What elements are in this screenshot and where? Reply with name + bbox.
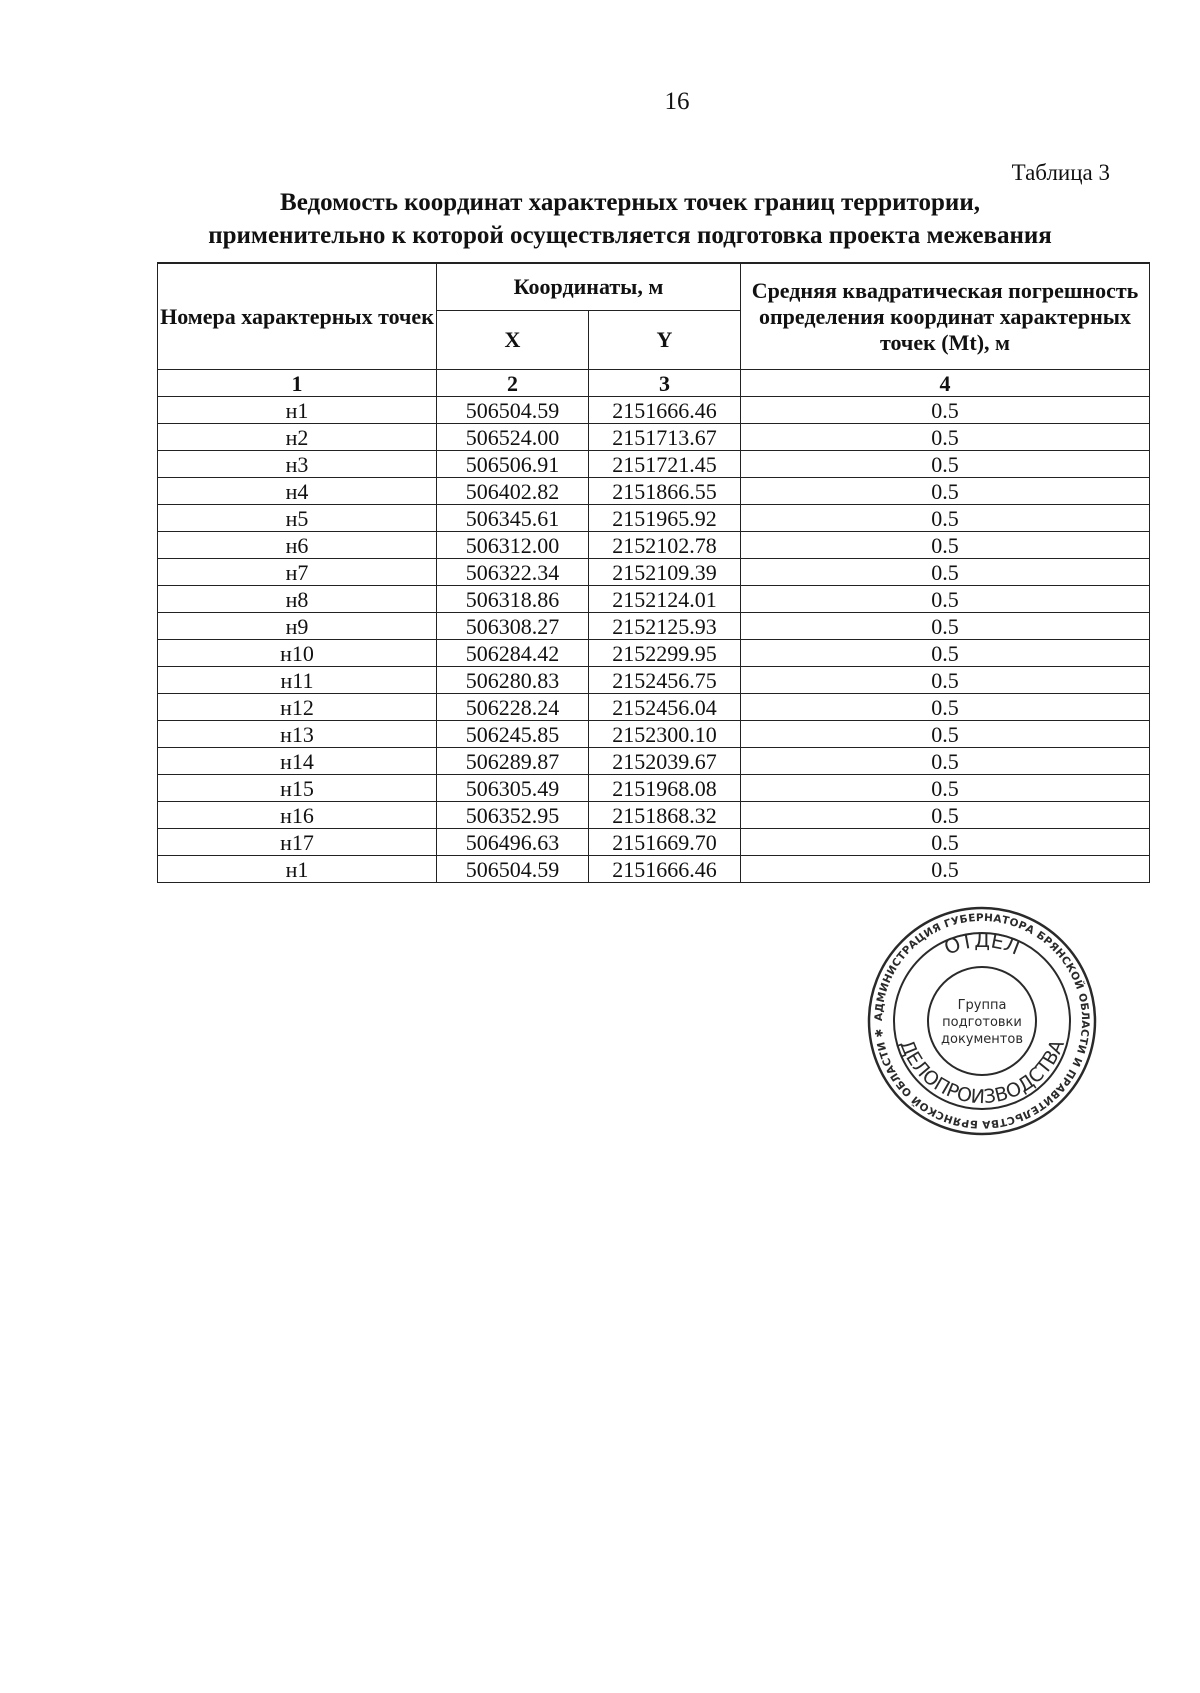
table-row: [158, 802, 1150, 829]
x-coordinate-cell: 506280.83: [437, 667, 589, 694]
x-coordinate-cell: 506289.87: [437, 748, 589, 775]
x-coordinate-cell: 506318.86: [437, 586, 589, 613]
x-coordinate-cell: 506305.49: [437, 775, 589, 802]
point-number-cell: н8: [158, 586, 437, 613]
error-cell: 0.5: [741, 559, 1150, 586]
table-row: [158, 721, 1150, 748]
stamp-center-line-1: Группа: [957, 998, 1007, 1013]
header-error: Средняя квадратическая погрешность определения координат характерных точек (Mt), м: [741, 263, 1150, 370]
x-coordinate-cell: 506228.24: [437, 694, 589, 721]
stamp-ring-top: ОТДЕЛ: [940, 928, 1024, 960]
table-row: [158, 532, 1150, 559]
column-number-row: [158, 370, 1150, 397]
x-coordinate-cell: 506284.42: [437, 640, 589, 667]
y-coordinate-cell: 2151666.46: [589, 397, 741, 424]
table-row: [158, 505, 1150, 532]
error-cell: 0.5: [741, 748, 1150, 775]
header-points: Номера характерных точек: [158, 263, 437, 370]
error-cell: 0.5: [741, 478, 1150, 505]
x-coordinate-cell: 506506.91: [437, 451, 589, 478]
table-row: [158, 694, 1150, 721]
y-coordinate-cell: 2151965.92: [589, 505, 741, 532]
error-cell: 0.5: [741, 640, 1150, 667]
point-number-cell: н14: [158, 748, 437, 775]
point-number-cell: н17: [158, 829, 437, 856]
document-title: [150, 186, 1110, 252]
y-coordinate-cell: 2152299.95: [589, 640, 741, 667]
y-coordinate-cell: 2151968.08: [589, 775, 741, 802]
point-number-cell: н3: [158, 451, 437, 478]
point-number-cell: н6: [158, 532, 437, 559]
y-coordinate-cell: 2152300.10: [589, 721, 741, 748]
error-cell: 0.5: [741, 424, 1150, 451]
x-coordinate-cell: 506245.85: [437, 721, 589, 748]
x-coordinate-cell: 506524.00: [437, 424, 589, 451]
x-coordinate-cell: 506312.00: [437, 532, 589, 559]
table-row: [158, 775, 1150, 802]
error-cell: 0.5: [741, 532, 1150, 559]
document-title-line-2: применительно к которой осуществляется подготовка проекта межевания: [208, 222, 1052, 249]
table-row: [158, 424, 1150, 451]
point-number-cell: н2: [158, 424, 437, 451]
y-coordinate-cell: 2151666.46: [589, 856, 741, 883]
table-row: [158, 640, 1150, 667]
table-row: [158, 856, 1150, 883]
error-cell: 0.5: [741, 694, 1150, 721]
y-coordinate-cell: 2152456.04: [589, 694, 741, 721]
table-body: [158, 370, 1150, 883]
y-coordinate-cell: 2152456.75: [589, 667, 741, 694]
y-coordinate-cell: 2151721.45: [589, 451, 741, 478]
x-coordinate-cell: 506496.63: [437, 829, 589, 856]
y-coordinate-cell: 2152125.93: [589, 613, 741, 640]
point-number-cell: н11: [158, 667, 437, 694]
y-coordinate-cell: 2151866.55: [589, 478, 741, 505]
page-number: 16: [664, 88, 690, 115]
document-title-line-1: Ведомость координат характерных точек границ территории,: [280, 189, 980, 216]
column-number: 3: [589, 370, 741, 397]
table-row: [158, 667, 1150, 694]
header-coordinates: Координаты, м: [437, 263, 741, 311]
x-coordinate-cell: 506504.59: [437, 856, 589, 883]
point-number-cell: н7: [158, 559, 437, 586]
y-coordinate-cell: 2152109.39: [589, 559, 741, 586]
y-coordinate-cell: 2151868.32: [589, 802, 741, 829]
table-row: [158, 613, 1150, 640]
stamp-center-line-3: документов: [941, 1032, 1023, 1047]
point-number-cell: н10: [158, 640, 437, 667]
stamp-outer-text: АДМИНИСТРАЦИЯ ГУБЕРНАТОРА БРЯНСКОЙ ОБЛАСТИ И ПРАВИТЕЛЬСТВА БРЯНСКОЙ ОБЛАСТИ ✱: [872, 911, 1092, 1131]
stamp-center-line-2: подготовки: [942, 1015, 1022, 1030]
column-number: 2: [437, 370, 589, 397]
error-cell: 0.5: [741, 505, 1150, 532]
error-cell: 0.5: [741, 802, 1150, 829]
stamp-ring-bottom: ДЕЛОПРОИЗВОДСТВА: [895, 1036, 1069, 1109]
error-cell: 0.5: [741, 775, 1150, 802]
point-number-cell: н5: [158, 505, 437, 532]
error-cell: 0.5: [741, 856, 1150, 883]
point-number-cell: н4: [158, 478, 437, 505]
table-row: [158, 829, 1150, 856]
table-row: [158, 397, 1150, 424]
table-row: [158, 748, 1150, 775]
point-number-cell: н1: [158, 856, 437, 883]
point-number-cell: н1: [158, 397, 437, 424]
point-number-cell: н13: [158, 721, 437, 748]
error-cell: 0.5: [741, 721, 1150, 748]
y-coordinate-cell: 2152102.78: [589, 532, 741, 559]
x-coordinate-cell: 506504.59: [437, 397, 589, 424]
table-row: [158, 451, 1150, 478]
official-stamp: [866, 905, 1098, 1137]
point-number-cell: н9: [158, 613, 437, 640]
point-number-cell: н12: [158, 694, 437, 721]
y-coordinate-cell: 2151713.67: [589, 424, 741, 451]
y-coordinate-cell: 2152039.67: [589, 748, 741, 775]
table-label: Таблица 3: [1011, 160, 1110, 185]
coordinates-table: [157, 262, 1150, 883]
error-cell: 0.5: [741, 829, 1150, 856]
column-number: 4: [741, 370, 1150, 397]
x-coordinate-cell: 506308.27: [437, 613, 589, 640]
x-coordinate-cell: 506402.82: [437, 478, 589, 505]
table-row: [158, 478, 1150, 505]
y-coordinate-cell: 2152124.01: [589, 586, 741, 613]
point-number-cell: н16: [158, 802, 437, 829]
error-cell: 0.5: [741, 586, 1150, 613]
table-row: [158, 586, 1150, 613]
x-coordinate-cell: 506322.34: [437, 559, 589, 586]
x-coordinate-cell: 506345.61: [437, 505, 589, 532]
error-cell: 0.5: [741, 667, 1150, 694]
table-row: [158, 559, 1150, 586]
column-number: 1: [158, 370, 437, 397]
error-cell: 0.5: [741, 451, 1150, 478]
error-cell: 0.5: [741, 397, 1150, 424]
header-x: X: [437, 311, 589, 370]
y-coordinate-cell: 2151669.70: [589, 829, 741, 856]
header-y: Y: [589, 311, 741, 370]
error-cell: 0.5: [741, 613, 1150, 640]
x-coordinate-cell: 506352.95: [437, 802, 589, 829]
point-number-cell: н15: [158, 775, 437, 802]
